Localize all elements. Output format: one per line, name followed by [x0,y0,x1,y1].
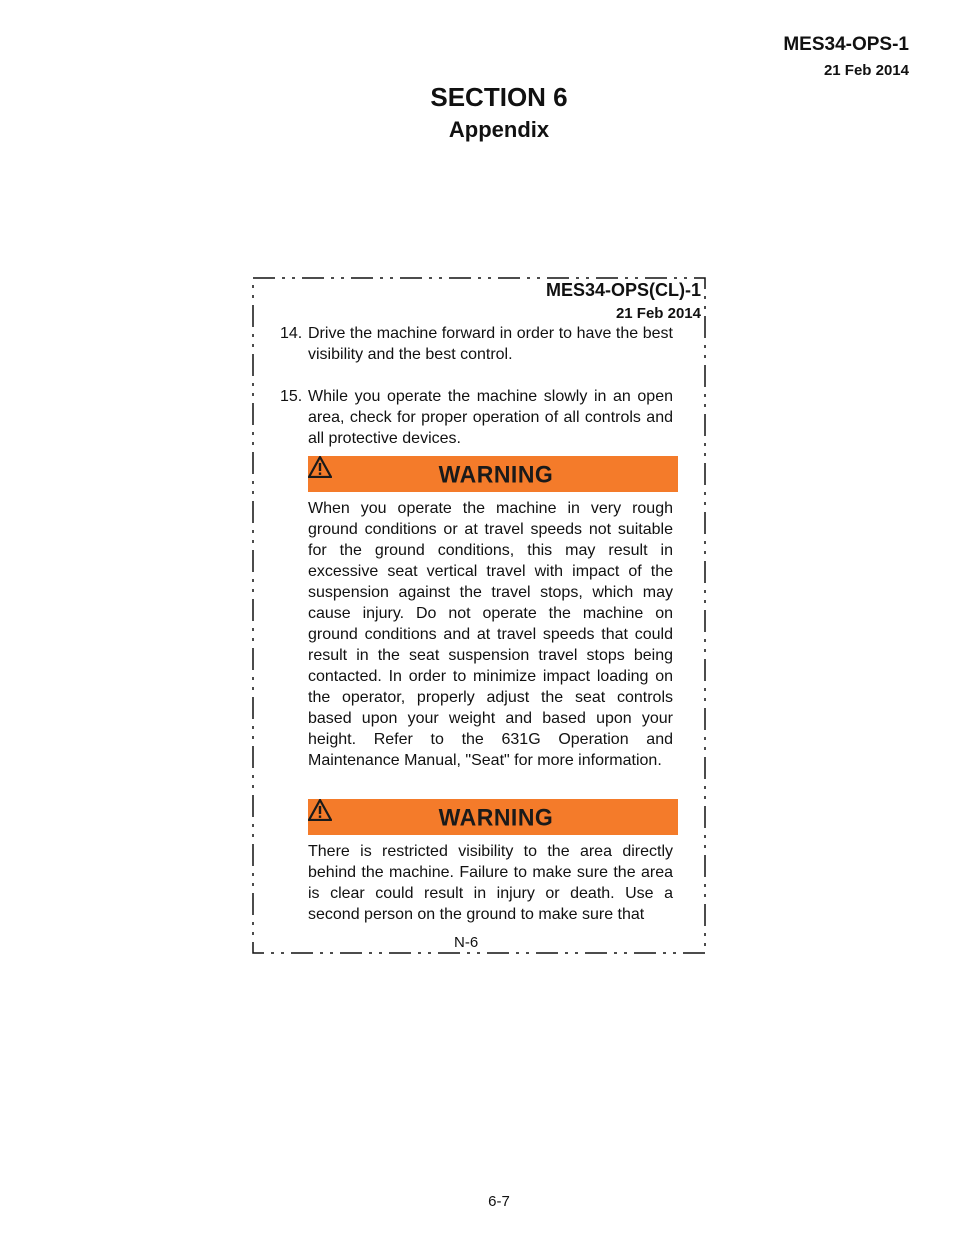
section-subtitle: Appendix [448,117,550,142]
page-number: 6-7 [488,1193,510,1210]
step-number: 15. [280,388,303,405]
warning-banner [308,799,678,835]
inset-document-id: MES34-OPS(CL)-1 [545,280,701,300]
warning-label: WARNING [438,459,554,488]
document-date: 21 Feb 2014 [823,62,909,79]
warning-text: When you operate the machine in very rough ground conditions or at travel speeds not suitable for the ground conditions, this may result in excessive seat vertical travel with impact of the suspension against the travel stops, which may cause injury. Do not operate the machine on ground conditions and at travel speeds that could result in the seat suspension travel stops being contacted. In order to minimize impact loading on the operator, properly adjust the seat controls based upon your weight and based upon your height. Refer to the 631G Operation and Maintenance Manual, "Seat" for more information. [308,500,673,769]
warning-text: There is restricted visibility to the area directly behind the machine. Failure to make sure the area is clear could result in injury or death. Use a second person on the ground to make sure that [308,843,673,923]
inset-page-frame [252,277,706,954]
step-number: 14. [280,325,303,342]
step-text: While you operate the machine slowly in an open area, check for proper operation of all controls and all protective devices. [308,388,673,447]
section-title: SECTION 6 [430,82,568,112]
step-text: Drive the machine forward in order to have the best visibility and the best control. [308,325,673,363]
inset-document-date: 21 Feb 2014 [615,305,701,322]
inset-page-number: N-6 [454,934,479,951]
warning-label: WARNING [438,802,554,831]
warning-banner [308,456,678,492]
document-id: MES34-OPS-1 [783,34,909,55]
